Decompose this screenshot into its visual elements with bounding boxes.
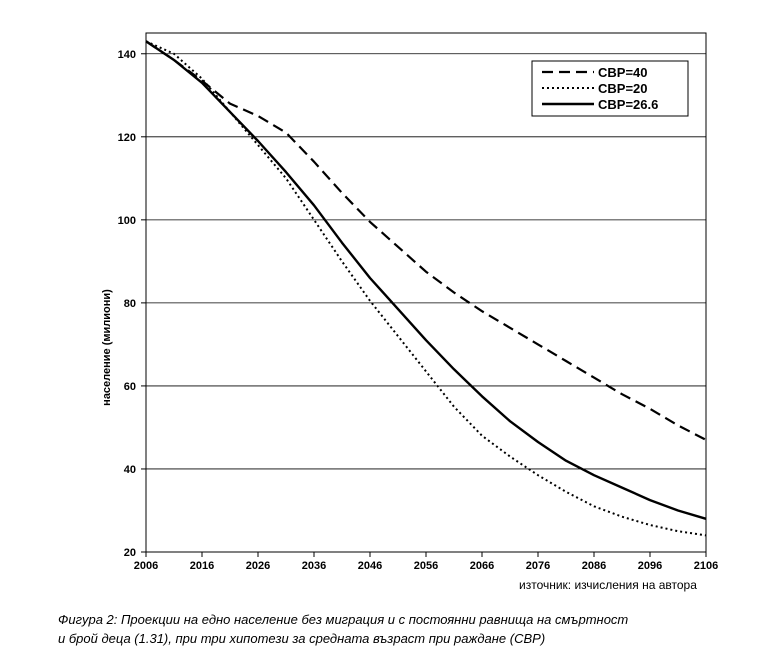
- y-tick-label: 100: [117, 214, 136, 227]
- x-axis-ticks: [134, 552, 718, 572]
- figure-caption: [58, 610, 758, 648]
- legend-label-3: СВР=26.6: [598, 97, 659, 112]
- x-tick-label: 2106: [693, 560, 719, 572]
- y-tick-label: 40: [123, 463, 136, 476]
- legend: [532, 61, 688, 116]
- gridlines: [146, 54, 706, 552]
- x-tick-label: 2006: [133, 560, 159, 572]
- y-axis-ticks: [118, 49, 146, 559]
- y-axis-label: население (милиони): [101, 289, 113, 406]
- x-tick-label: 2016: [189, 560, 215, 572]
- x-tick-label: 2026: [245, 560, 271, 572]
- y-tick-label: 120: [117, 131, 136, 144]
- x-tick-label: 2046: [357, 560, 383, 572]
- caption-line-1: Фигура 2: Проекции на едно население без миграция и с постоянни равнища на смъртност: [58, 612, 629, 627]
- source-note: източник: изчисления на автора: [519, 578, 697, 592]
- caption-line-2: и брой деца (1.31), при три хипотези за средната възраст при раждане (СВР): [58, 631, 546, 646]
- x-tick-label: 2036: [301, 560, 327, 572]
- y-tick-label: 20: [123, 547, 136, 559]
- x-tick-label: 2086: [581, 560, 607, 572]
- y-tick-label: 60: [123, 380, 136, 393]
- x-tick-label: 2056: [413, 560, 439, 572]
- y-tick-label: 80: [123, 297, 136, 310]
- y-tick-label: 140: [117, 48, 136, 61]
- legend-label-2: СВР=20: [598, 81, 648, 96]
- legend-label-1: СВР=40: [598, 65, 648, 80]
- x-tick-label: 2066: [469, 560, 495, 572]
- x-tick-label: 2076: [525, 560, 551, 572]
- x-tick-label: 2096: [637, 560, 663, 572]
